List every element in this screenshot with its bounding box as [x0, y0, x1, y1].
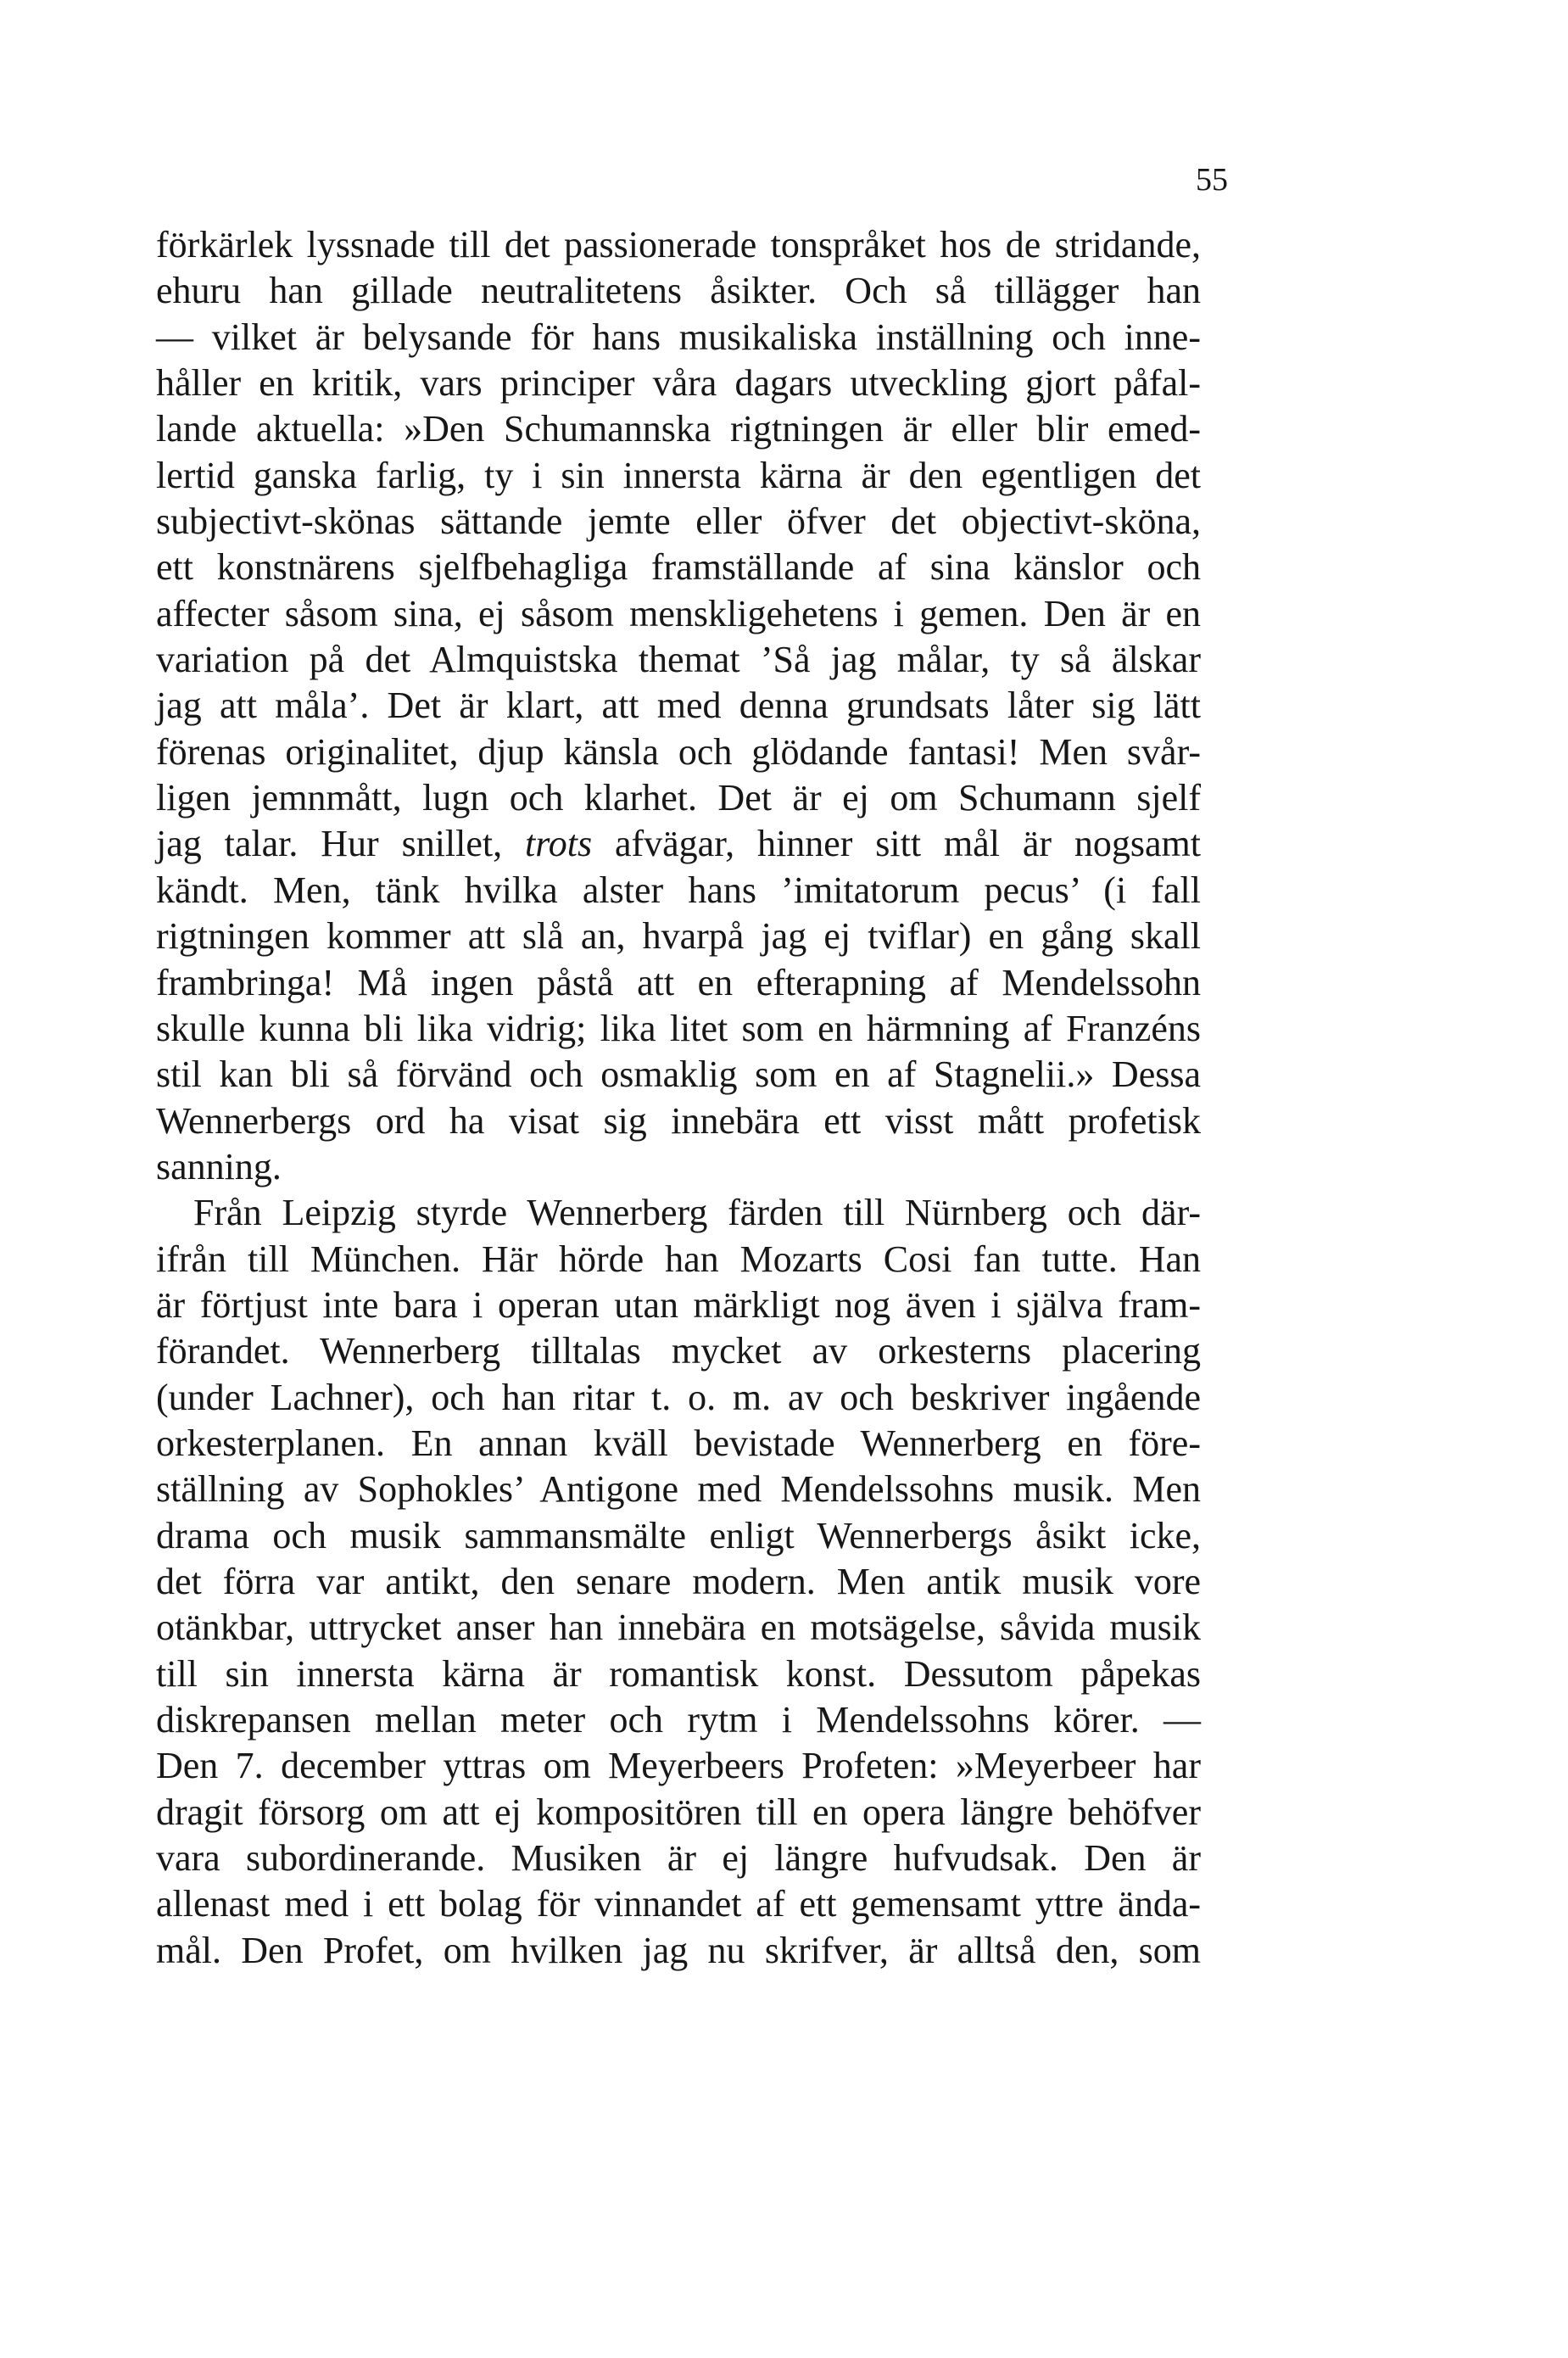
- text-line: affecter såsom sina, ej såsom menskligehetens i gemen. Den är en: [156, 592, 1201, 634]
- text-line: det förra var antikt, den senare modern. Men antik musik vore: [156, 1560, 1201, 1602]
- text-line: förenas originalitet, djup känsla och glödande fantasi! Men svår-: [156, 730, 1201, 773]
- text-line-with-emphasis: [156, 821, 1201, 867]
- text-line: ligen jemnmått, lugn och klarhet. Det är ej om Schumann sjelf: [156, 777, 1201, 819]
- text-line: variation på det Almquistska themat ’Så jag målar, ty så älskar: [156, 639, 1201, 681]
- text-line: — vilket är belysande för hans musikaliska inställning och inne-: [156, 316, 1201, 358]
- text-line: lertid ganska farlig, ty i sin innersta kärna är den egentligen det: [156, 454, 1201, 496]
- paragraph-end-line: sanning.: [156, 1145, 282, 1187]
- text-line: mål. Den Profet, om hvilken jag nu skrifver, är alltså den, som: [156, 1929, 1201, 1971]
- text-line: Wennerbergs ord ha visat sig innebära ett visst mått profetisk: [156, 1099, 1201, 1142]
- text-line: håller en kritik, vars principer våra dagars utveckling gjort påfal-: [156, 362, 1201, 405]
- text-line: allenast med i ett bolag för vinnandet af ett gemensamt yttre ända-: [156, 1883, 1201, 1925]
- text-line: skulle kunna bli lika vidrig; lika litet som en härmning af Franzéns: [156, 1007, 1201, 1049]
- text-line: dragit försorg om att ej kompositören till en opera längre behöfver: [156, 1791, 1201, 1833]
- text-line: drama och musik sammansmälte enligt Wennerbergs åsikt icke,: [156, 1514, 1201, 1556]
- text-line: stil kan bli så förvänd och osmaklig som en af Stagnelii.» Dessa: [156, 1053, 1201, 1096]
- page-number: 55: [1196, 162, 1228, 198]
- text-line: frambringa! Må ingen påstå att en efterapning af Mendelssohn: [156, 961, 1201, 1003]
- text-line: ställning av Sophokles’ Antigone med Mendelssohns musik. Men: [156, 1468, 1201, 1511]
- italic-word: trots: [525, 823, 593, 865]
- text-segment: afvägar, hinner sitt mål är nogsamt: [592, 823, 1201, 865]
- text-line: diskrepansen mellan meter och rytm i Mendelssohns körer. —: [156, 1699, 1201, 1741]
- text-line: orkesterplanen. En annan kväll bevistade Wennerberg en före-: [156, 1422, 1201, 1464]
- text-line: ehuru han gillade neutralitetens åsikter. Och så tillägger han: [156, 270, 1201, 312]
- text-line: otänkbar, uttrycket anser han innebära en motsägelse, såvida musik: [156, 1606, 1201, 1649]
- body-text: [156, 222, 1201, 1974]
- text-line: lande aktuella: »Den Schumannska rigtningen är eller blir emed-: [156, 408, 1201, 450]
- text-line: rigtningen kommer att slå an, hvarpå jag ej tviflar) en gång skall: [156, 915, 1201, 958]
- text-line: (under Lachner), och han ritar t. o. m. av och beskriver ingående: [156, 1376, 1201, 1418]
- text-segment: jag talar. Hur snillet,: [156, 823, 503, 865]
- text-line: förkärlek lyssnade till det passionerade tonspråket hos de stridande,: [156, 224, 1201, 265]
- text-line: Den 7. december yttras om Meyerbeers Profeten: »Meyerbeer har: [156, 1745, 1201, 1787]
- text-line: vara subordinerande. Musiken är ej längre hufvudsak. Den är: [156, 1837, 1201, 1880]
- text-line: kändt. Men, tänk hvilka alster hans ’imitatorum pecus’ (i fall: [156, 869, 1201, 911]
- text-line: subjectivt-skönas sättande jemte eller öfver det objectivt-sköna,: [156, 500, 1201, 543]
- text-line: jag att måla’. Det är klart, att med denna grundsats låter sig lätt: [156, 684, 1201, 727]
- text-line: förandet. Wennerberg tilltalas mycket av orkesterns placering: [156, 1330, 1201, 1372]
- text-line: är förtjust inte bara i operan utan märkligt nog även i själva fram-: [156, 1283, 1201, 1326]
- text-line: ifrån till München. Här hörde han Mozarts Cosi fan tutte. Han: [156, 1238, 1201, 1280]
- paragraph-start-line: Från Leipzig styrde Wennerberg färden till Nürnberg och där-: [193, 1192, 1201, 1234]
- text-line: till sin innersta kärna är romantisk konst. Dessutom påpekas: [156, 1652, 1201, 1695]
- text-line: ett konstnärens sjelfbehagliga framställande af sina känslor och: [156, 546, 1201, 589]
